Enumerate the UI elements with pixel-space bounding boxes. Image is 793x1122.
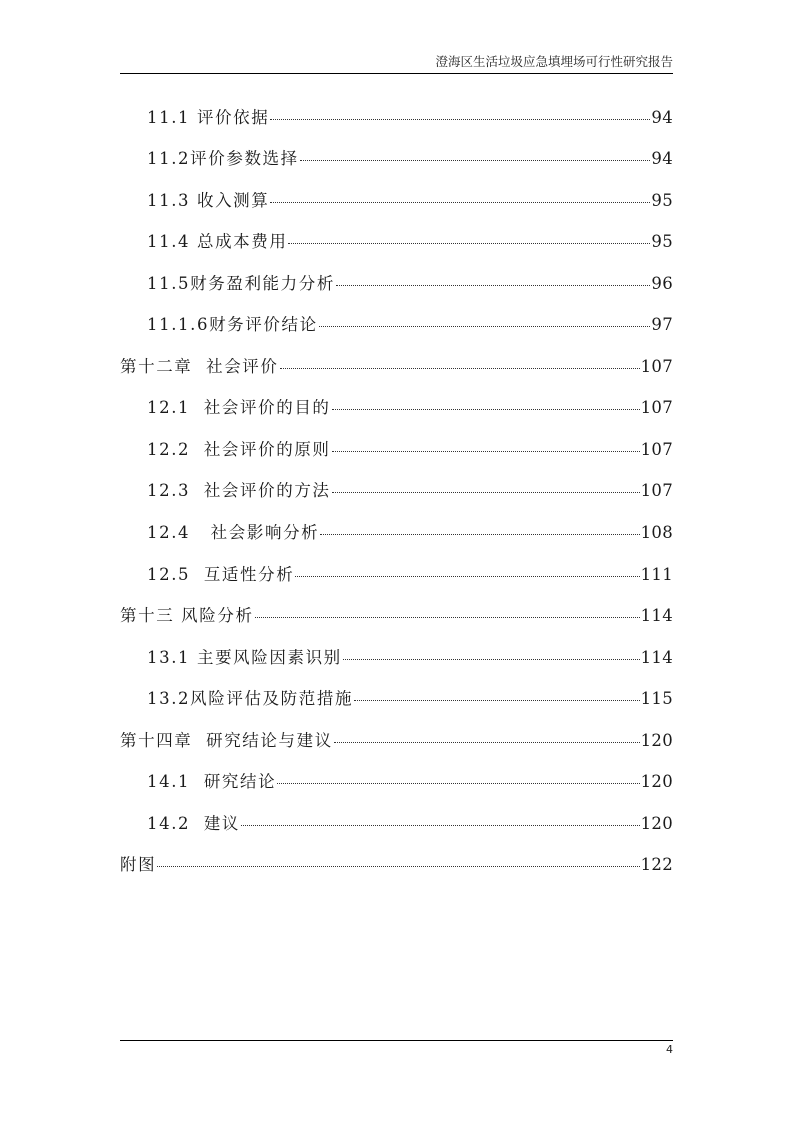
- toc-entry-11-5[interactable]: [147, 271, 673, 297]
- toc-entry-page: 108: [640, 523, 673, 542]
- dot-leader: [241, 825, 640, 826]
- toc-entry-page: 120: [640, 772, 673, 791]
- toc-entry-title: 14.1 研究结论: [147, 772, 277, 791]
- dot-leader: [288, 243, 650, 244]
- toc-entry-12-4[interactable]: [147, 520, 673, 546]
- toc-entry-12-2[interactable]: [147, 437, 673, 463]
- toc-entry-title: 第十四章 研究结论与建议: [120, 731, 333, 750]
- toc-entry-page: 115: [640, 689, 673, 708]
- dot-leader: [270, 202, 650, 203]
- toc-entry-page: 94: [651, 108, 673, 127]
- dot-leader: [320, 534, 639, 535]
- toc-entry-page: 120: [640, 814, 673, 833]
- toc-entry-title: 13.2风险评估及防范措施: [147, 689, 354, 708]
- toc-entry-page: 111: [640, 565, 673, 584]
- toc-entry-12-1[interactable]: [147, 395, 673, 421]
- toc-entry-11-1[interactable]: [147, 105, 673, 131]
- toc-entry-12-3[interactable]: [147, 478, 673, 504]
- toc-entry-page: 96: [651, 274, 673, 293]
- toc-entry-page: 107: [640, 481, 673, 500]
- running-header: 澄海区生活垃圾应急填埋场可行性研究报告: [435, 54, 673, 69]
- dot-leader: [270, 119, 650, 120]
- toc-entry-title: 12.1 社会评价的目的: [147, 398, 331, 417]
- dot-leader: [319, 326, 651, 327]
- toc-entry-page: 95: [651, 191, 673, 210]
- toc-entry-11-2[interactable]: [147, 146, 673, 172]
- toc-entry-title: 11.1 评价依据: [147, 108, 270, 127]
- toc-entry-11-4[interactable]: [147, 229, 673, 255]
- toc-entry-title: 12.2 社会评价的原则: [147, 440, 331, 459]
- dot-leader: [157, 866, 639, 867]
- dot-leader: [277, 783, 639, 784]
- dot-leader: [334, 742, 640, 743]
- toc-entry-11-3[interactable]: [147, 188, 673, 214]
- toc-entry-page: 94: [651, 149, 673, 168]
- dot-leader: [354, 700, 640, 701]
- toc-entry-page: 114: [640, 648, 673, 667]
- toc-entry-chapter-13[interactable]: [120, 603, 673, 629]
- dot-leader: [332, 492, 640, 493]
- toc-entry-14-2[interactable]: [147, 811, 673, 837]
- dot-leader: [332, 451, 640, 452]
- toc-entry-title: 12.5 互适性分析: [147, 565, 295, 584]
- toc-entry-title: 12.4 社会影响分析: [147, 523, 320, 542]
- toc-entry-page: 107: [640, 440, 673, 459]
- toc-entry-title: 11.4 总成本费用: [147, 232, 288, 251]
- footer-rule: [120, 1040, 673, 1041]
- toc-entry-title: 11.2评价参数选择: [147, 149, 299, 168]
- toc-entry-11-1-6[interactable]: [147, 312, 673, 338]
- toc-entry-title: 12.3 社会评价的方法: [147, 481, 331, 500]
- toc-entry-page: 107: [640, 357, 673, 376]
- toc-entry-title: 第十三 风险分析: [120, 606, 254, 625]
- dot-leader: [295, 576, 639, 577]
- toc-entry-title: 13.1 主要风险因素识别: [147, 648, 342, 667]
- toc-entry-title: 附图: [120, 855, 157, 874]
- toc-entry-title: 第十二章 社会评价: [120, 357, 279, 376]
- dot-leader: [336, 285, 650, 286]
- toc-entry-page: 122: [640, 855, 673, 874]
- toc-entry-title: 11.5财务盈利能力分析: [147, 274, 335, 293]
- toc-entry-appendix-figures[interactable]: [120, 852, 673, 878]
- dot-leader: [255, 617, 640, 618]
- toc-entry-13-2[interactable]: [147, 686, 673, 712]
- toc-entry-chapter-14[interactable]: [120, 728, 673, 754]
- dot-leader: [280, 368, 640, 369]
- toc-entry-page: 97: [651, 315, 673, 334]
- toc-entry-title: 11.1.6财务评价结论: [147, 315, 318, 334]
- toc-entry-title: 14.2 建议: [147, 814, 241, 833]
- toc-entry-page: 95: [651, 232, 673, 251]
- dot-leader: [300, 160, 651, 161]
- toc-entry-page: 120: [640, 731, 673, 750]
- page-number: 4: [666, 1043, 673, 1056]
- dot-leader: [343, 659, 640, 660]
- dot-leader: [332, 409, 640, 410]
- toc-entry-12-5[interactable]: [147, 562, 673, 588]
- toc-entry-chapter-12[interactable]: [120, 354, 673, 380]
- toc-entry-13-1[interactable]: [147, 645, 673, 671]
- toc-entry-14-1[interactable]: [147, 769, 673, 795]
- toc-entry-page: 114: [640, 606, 673, 625]
- toc-entry-title: 11.3 收入测算: [147, 191, 270, 210]
- toc-entry-page: 107: [640, 398, 673, 417]
